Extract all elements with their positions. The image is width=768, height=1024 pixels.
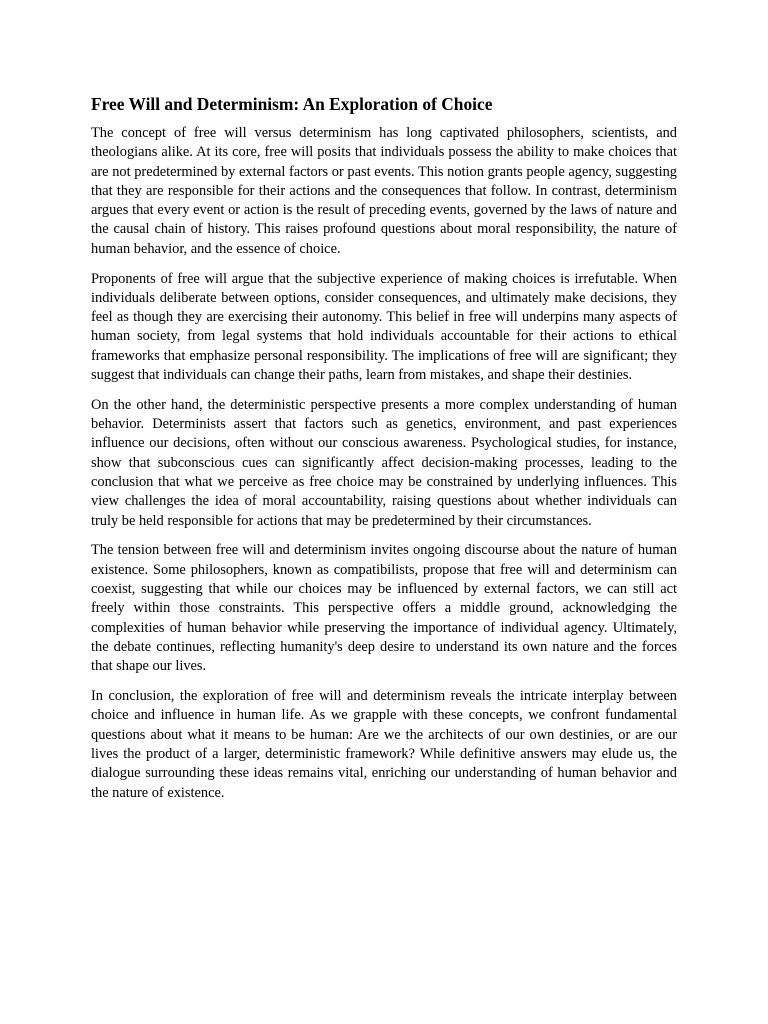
document-title: Free Will and Determinism: An Exploration of Choice xyxy=(91,94,493,114)
document-page xyxy=(91,93,677,813)
paragraph-1: The concept of free will versus determinism has long captivated philosophers, scientists, and theologians alike. At its core, free will posits that individuals possess the ability to make choices that are not predetermined by external factors or past events. This notion grants people agency, suggesting that they are responsible for their actions and the consequences that follow. In contrast, determinism argues that every event or action is the result of preceding events, governed by the laws of nature and the causal chain of history. This raises profound questions about moral responsibility, the nature of human behavior, and the essence of choice. xyxy=(91,125,677,257)
paragraph-2: Proponents of free will argue that the subjective experience of making choices is irrefutable. When individuals deliberate between options, consider consequences, and ultimately make decisions, they feel as though they are exercising their autonomy. This belief in free will underpins many aspects of human society, from legal systems that hold individuals accountable for their actions to ethical frameworks that emphasize personal responsibility. The implications of free will are significant; they suggest that individuals can change their paths, learn from mistakes, and shape their destinies. xyxy=(91,270,677,384)
paragraph-3: On the other hand, the deterministic perspective presents a more complex understanding of human behavior. Determinists assert that factors such as genetics, environment, and past experiences influence our decisions, often without our conscious awareness. Psychological studies, for instance, show that subconscious cues can significantly affect decision-making processes, leading to the conclusion that what we perceive as free choice may be constrained by underlying influences. This view challenges the idea of moral accountability, raising questions about whether individuals can truly be held responsible for actions that may be predetermined by their circumstances. xyxy=(91,396,677,529)
paragraph-5: In conclusion, the exploration of free will and determinism reveals the intricate interplay between choice and influence in human life. As we grapple with these concepts, we confront fundamental questions about what it means to be human: Are we the architects of our own destinies, or are our lives the product of a larger, deterministic framework? While definitive answers may elude us, the dialogue surrounding these ideas remains vital, enriching our understanding of human behavior and the nature of existence. xyxy=(91,688,677,801)
paragraph-4: The tension between free will and determinism invites ongoing discourse about the nature of human existence. Some philosophers, known as compatibilists, propose that free will and determinism can coexist, suggesting that while our choices may be influenced by external factors, we can still act freely within those constraints. This perspective offers a middle ground, acknowledging the complexities of human behavior while preserving the importance of individual agency. Ultimately, the debate continues, reflecting humanity's deep desire to understand its own nature and the forces that shape our lives. xyxy=(91,542,677,675)
